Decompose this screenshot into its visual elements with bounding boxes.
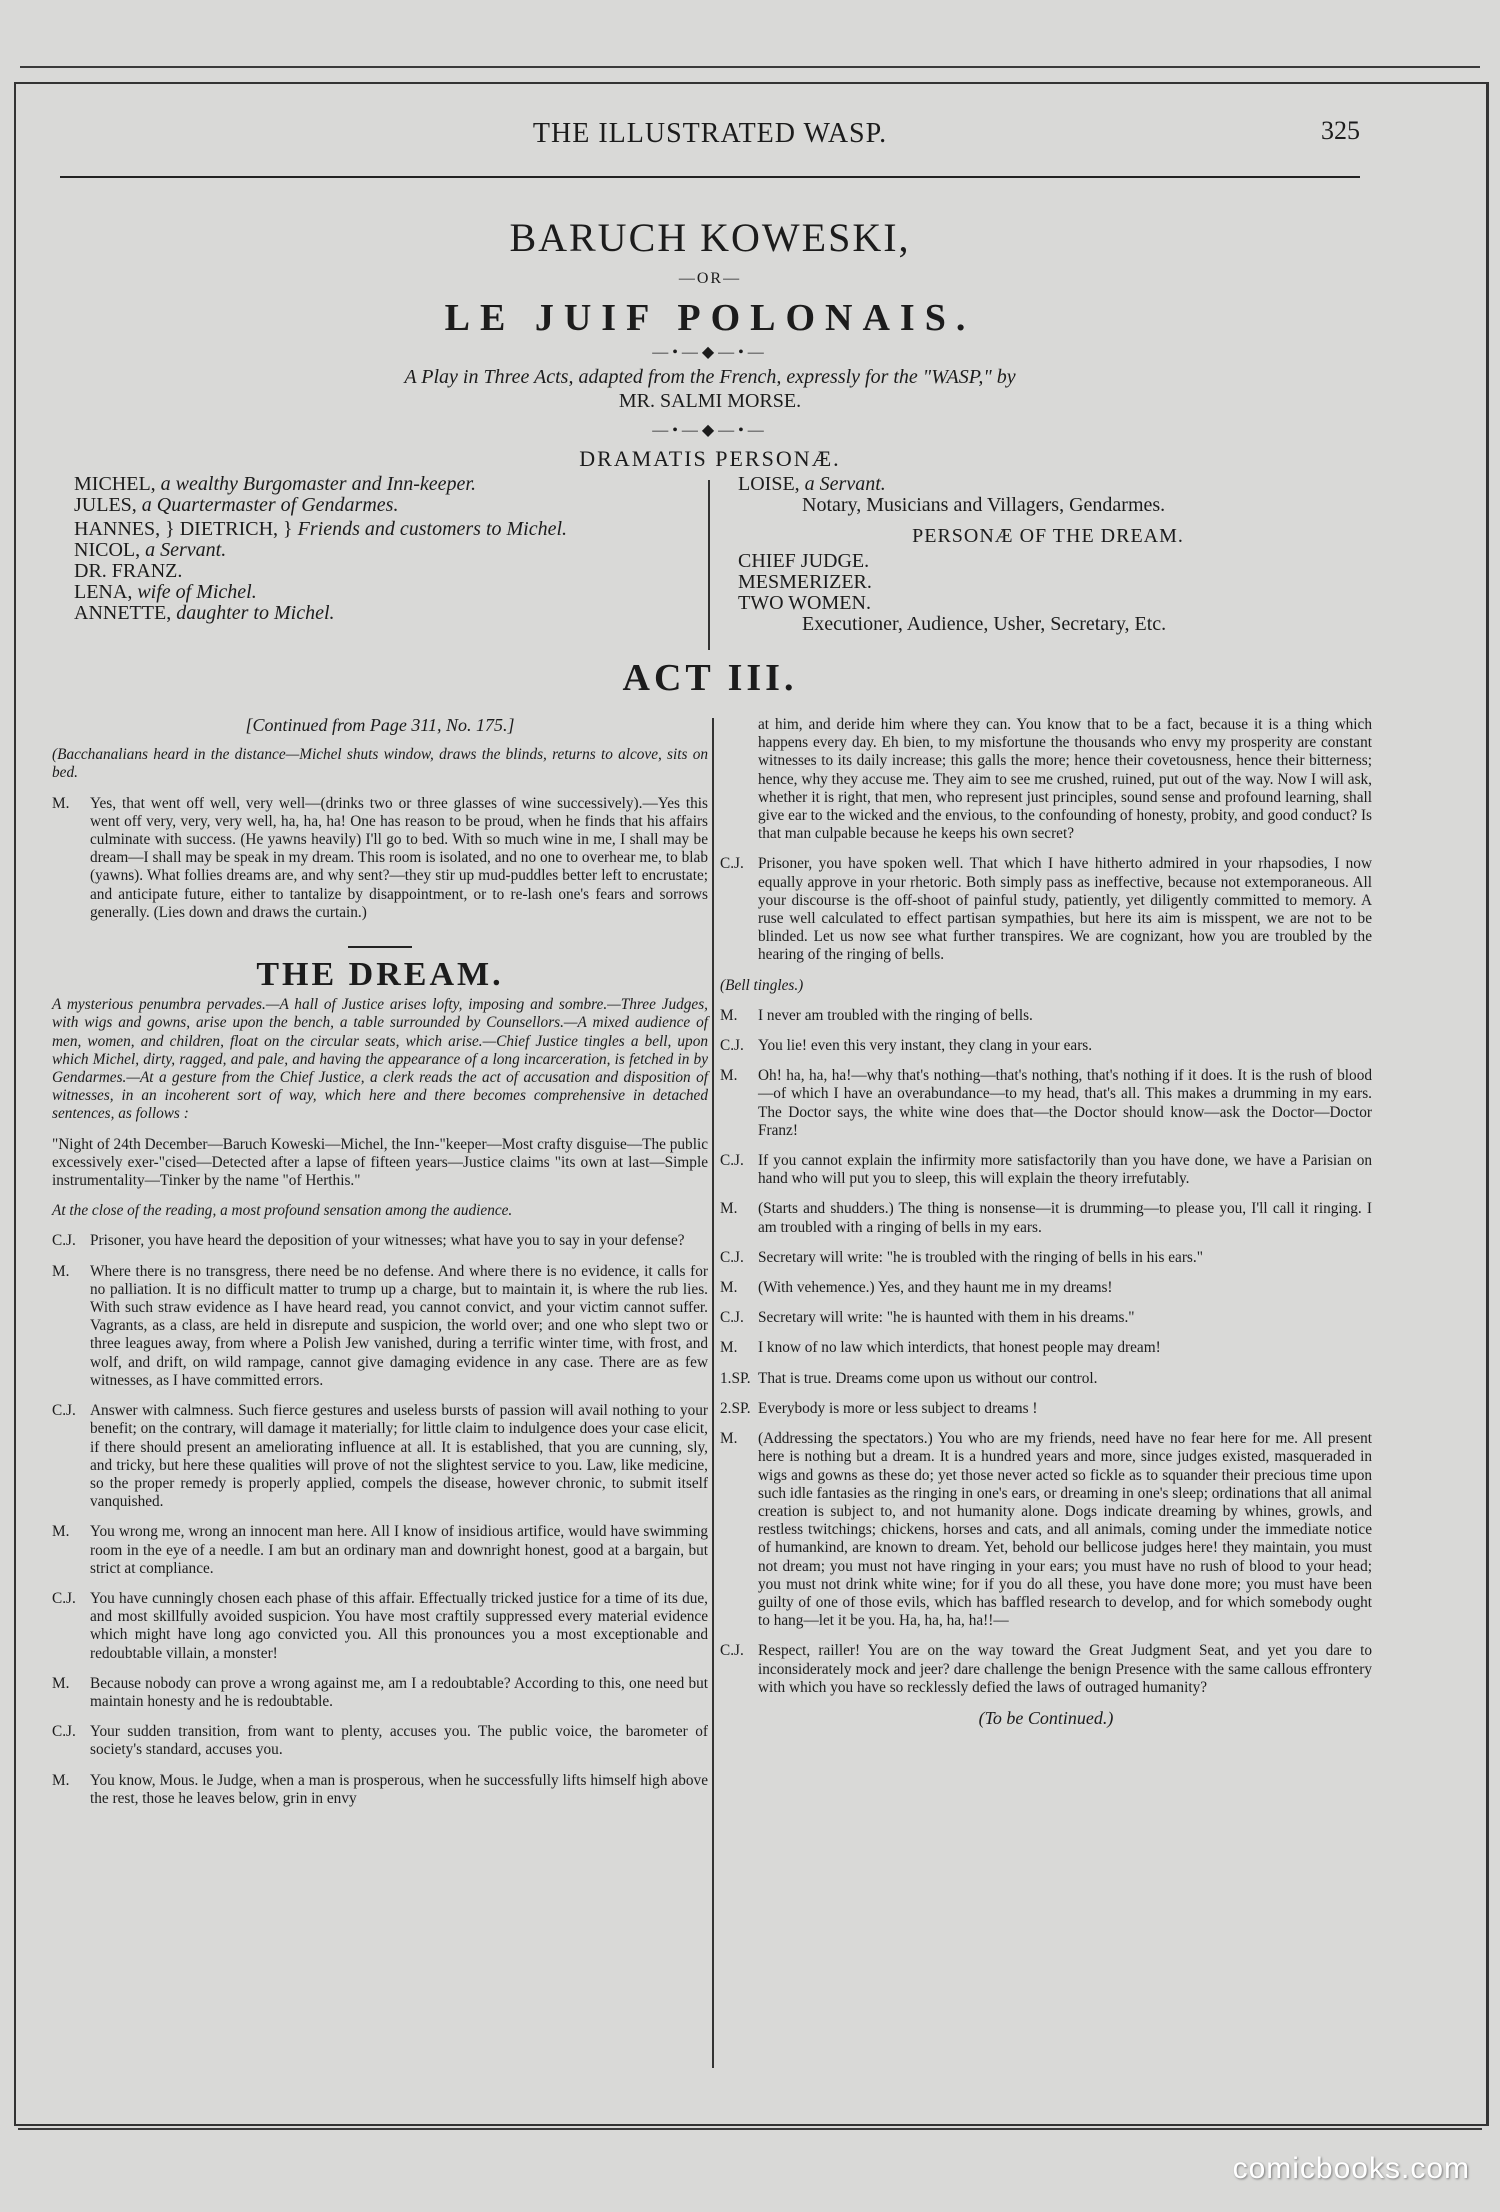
dramatis-heading: DRAMATIS PERSONÆ. [579, 446, 841, 471]
speaker: C.J. [52, 1589, 76, 1607]
to-be-continued: (To be Continued.) [978, 1707, 1114, 1728]
speech-text: (Addressing the spectators.) You who are my friends, need have no fear here for me. All present here is nothing but a dream. It is a hundred years and more, since judges existed, masqueraded in wigs and gowns as these do; yet those never acted so fickle as to squander their precious time upon such idle fantasies as the ringing in one's ears, or dreaming in one's sleep; ordinations that all animal creation is subject to, and not humanity alone. Dogs indicate dreaming by whines, growls, and restless twitchings; chickens, horses and cats, and all animals, coming under the immediate notice of humankind, are known to dream. Yet, behold our bellicose judges here! they maintain, you must not dream; you must not have ringing in your ears; you must have no rush of blood to your head; you must not drink white wine; for if you do all these, you have done more; you must have been guilty of one of those evils, which has baffled research to develop, and for which somebody ought to hang—let it be you. Ha, ha, ha, ha!!— [758, 1430, 1372, 1630]
cast-list-right [738, 474, 1358, 635]
speech [52, 1675, 708, 1723]
ornament-divider-2: —•—◆—•— [652, 422, 768, 439]
play-title: BARUCH KOWESKI, [509, 215, 911, 260]
speaker: M. [52, 1523, 70, 1541]
top-edge-rule [20, 66, 1480, 68]
speech [52, 1263, 708, 1402]
speaker: M. [720, 1006, 738, 1024]
left-column [52, 716, 708, 1820]
speech-text: Secretary will write: "he is haunted with them in his dreams." [758, 1309, 1135, 1327]
cast-entry: Executioner, Audience, Usher, Secretary, Etc. [802, 613, 1167, 635]
speech-text: You have cunningly chosen each phase of this affair. Effectually tricked justice for a time of its due, and most skillfully avoided suspicion. You have most craftily suppressed every material evidence which might have long ago convicted you. All this pronounces you a most exceptionable and redoubtable villain, a monster! [90, 1589, 708, 1662]
cast-entry: MESMERIZER. [738, 571, 872, 593]
section-rule [348, 946, 412, 948]
cast-entry: DR. FRANZ. [74, 560, 183, 582]
speech-continuation: at him, and deride him where they can. You know that to be a fact, because it is a thing which happens every day. Eh bien, to my misfortune the thousands who envy my prosperity are constant witnesses to its daily increase; this galls the more; hence their covetousness, hence their bitterness; hence, why they accuse me. They aim to see me crushed, ruined, put out of the way. Now I will ask, whether it is right, that men, who represent just principles, sound sense and profound learning, shall give ear to the wicked and the envious, to the confounding of honesty, probity, and good conduct? Is that man culpable because he keeps his own secret? [758, 716, 1372, 843]
cast-entry: ANNETTE, daughter to Michel. [74, 602, 335, 624]
column-divider [712, 718, 714, 2068]
speaker: M. [720, 1200, 738, 1218]
speech-text: Everybody is more or less subject to dreams ! [758, 1399, 1038, 1417]
speech-text: Oh! ha, ha, ha!—why that's nothing—that's nothing, that's nothing if it does. It is the rush of blood—of which I have an overabundance—to my head, that's all. This makes a drumming in my ears. The Doctor says, the white wine does that—the Doctor should know—ask the Doctor—Doctor Franz! [758, 1067, 1372, 1139]
stage-direction: A mysterious penumbra pervades.—A hall of Justice arises lofty, imposing and sombre.—Three Judges, with wigs and gowns, arise upon the bench, a table surrounded by Counsellors.—A mixed audience of men, women, and children, float on the circular seats, which arise.—Chief Justice tingles a bell, upon which Michel, dirty, ragged, and pale, and having the appearance of a long incarceration, is fetched in by Gendarmes.—At a gesture from the Chief Justice, a clerk reads the act of accusation and disposition of witnesses, in an incoherent sort of way, which here and there becomes comprehensive in detached sentences, as follows : [52, 996, 708, 1123]
speaker: C.J. [720, 855, 744, 873]
speech [720, 1067, 1372, 1152]
speech-text: You wrong me, wrong an innocent man here. All I know of insidious artifice, would have swimming room in the eye of a needle. I am but an ordinary man and downright honest, good at a bargain, but strict at compliance. [90, 1523, 708, 1577]
running-title: THE ILLUSTRATED WASP. [532, 118, 888, 149]
speech [720, 1279, 1372, 1309]
cast-entry: MICHEL, a wealthy Burgomaster and Inn-keeper. [74, 473, 476, 495]
dream-cast-heading: PERSONÆ OF THE DREAM. [912, 525, 1184, 547]
speech [52, 1723, 708, 1771]
speaker: C.J. [720, 1309, 744, 1327]
speech-text: (Starts and shudders.) The thing is nonsense—it is drumming—to please you, I'll call it ringing. I am troubled with a ringing of bells in my ears. [758, 1200, 1372, 1236]
cast-divider [708, 480, 710, 650]
speaker: C.J. [52, 1723, 76, 1741]
speech [52, 1232, 708, 1262]
speech [720, 1642, 1372, 1709]
ornament-divider: —•—◆—•— [652, 344, 768, 361]
speaker: C.J. [52, 1402, 76, 1420]
continued-note: [Continued from Page 311, No. 175.] [245, 715, 515, 735]
speech-text: I know of no law which interdicts, that honest people may dream! [758, 1339, 1161, 1357]
speech-text: If you cannot explain the infirmity more satisfactorily than you have done, we have a Parisian on hand who will put you to sleep, this will explain the theory irrefutably. [758, 1152, 1372, 1188]
watermark: comicbooks.com [1232, 2152, 1470, 2185]
speech-text: Prisoner, you have spoken well. That which I have hitherto admired in your rhapsodies, I now equally approve in your rhetoric. Both simply pass as ineffective, because not extemporaneous. All your discourse is the off-shoot of painful study, patiently, yet diligently committed to memory. A ruse well calculated to effect partisan sympathies, but here its aim is misspent, we are not to be blinded. Let us now see what further transpires. We are cognizant, how you are troubled by the hearing of the ringing of bells. [758, 855, 1372, 964]
speech-text: Your sudden transition, from want to plenty, accuses you. The public voice, the barometer of society's standard, accuses you. [90, 1723, 708, 1759]
stage-direction: (Bacchanalians heard in the distance—Michel shuts window, draws the blinds, returns to alcove, sits on bed. [52, 746, 708, 782]
speech-text: Where there is no transgress, there need be no defense. And where there is no evidence, it calls for no palliation. It is no difficult matter to trump up a charge, but to maintain it, is where the rub lies. With such straw evidence as I have heard read, you cannot convict, and your victim cannot suffer. Vagrants, as a class, are held in disrepute and suspicion, the world over; and one who slept two or three leagues away, from where a Polish Jew vanished, during a terrific winter time, with frost, and wolf, and drift, on wild rampage, cannot give damaging evidence in any case. There are as few witnesses, as I have committed errors. [90, 1262, 708, 1389]
speech [720, 1152, 1372, 1200]
speech-text: Respect, railler! You are on the way toward the Great Judgment Seat, and yet you dare to inconsiderately mock and jeer? dare challenge the benign Presence with the same callous effrontery with which you have so recklessly defied the laws of outraged humanity? [758, 1642, 1372, 1696]
speech [52, 1772, 708, 1820]
speech [720, 1200, 1372, 1248]
speech-text: That is true. Dreams come upon us without our control. [758, 1369, 1098, 1387]
speaker: M. [52, 1262, 70, 1280]
speaker: M. [52, 1771, 70, 1789]
speech-text: I never am troubled with the ringing of bells. [758, 1006, 1033, 1024]
speech [52, 1402, 708, 1523]
title-or: —OR— [678, 270, 742, 287]
dream-heading: THE DREAM. [256, 956, 504, 994]
play-subtitle: A Play in Three Acts, adapted from the French, expressly for the "WASP," by [404, 366, 1016, 388]
speech [720, 1249, 1372, 1279]
speaker: 2.SP. [720, 1399, 751, 1417]
speech [720, 1430, 1372, 1642]
stage-direction: At the close of the reading, a most profound sensation among the audience. [52, 1202, 513, 1220]
cast-entry: CHIEF JUDGE. [738, 550, 870, 572]
cast-entry: HANNES, } DIETRICH, } Friends and customers to Michel. [74, 518, 568, 540]
speech [52, 1523, 708, 1590]
cast-entry: Notary, Musicians and Villagers, Gendarmes. [802, 494, 1166, 516]
speaker: M. [720, 1339, 738, 1357]
page-number: 325 [1321, 116, 1360, 145]
speaker: M. [720, 1430, 738, 1448]
cast-entry: JULES, a Quartermaster of Gendarmes. [74, 494, 399, 516]
act-heading: ACT III. [622, 657, 798, 699]
speech [720, 1037, 1372, 1067]
accusation-quote: "Night of 24th December—Baruch Koweski—Michel, the Inn-"keeper—Most crafty disguise—The public excessively exer-"cised—Detected after a lapse of fifteen years—Justice claims "its own at last—Simple instrumentality—Tinker by the name "of Herthis." [52, 1135, 708, 1190]
cast-entry: LENA, wife of Michel. [74, 581, 257, 603]
bottom-edge-rule [18, 2128, 1482, 2130]
play-author: MR. SALMI MORSE. [618, 390, 802, 412]
speech [720, 1370, 1372, 1400]
speaker: M. [720, 1279, 738, 1297]
cast-entry: NICOL, a Servant. [74, 539, 227, 561]
speaker: C.J. [720, 1248, 744, 1266]
speech-text: Answer with calmness. Such fierce gestures and useless bursts of passion will avail nothing to your benefit; on the contrary, will damage it materially; for little claim to indulgence does your case elicit, if there should present an ameliorating influence at all. It is established, that you are cunning, sly, and tricky, but here these qualities will prove of not the slightest service to you. Law, like medicine, so the proper remedy is properly applied, compels the disease, however chronic, to submit itself vanquished. [90, 1402, 708, 1511]
right-column [720, 716, 1372, 1739]
speaker: M. [52, 1674, 70, 1692]
speaker: C.J. [720, 1152, 744, 1170]
speech-text: Because nobody can prove a wrong against me, am I a redoubtable? According to this, one need but maintain honesty and he is redoubtable. [90, 1674, 708, 1710]
speech [720, 1007, 1372, 1037]
speech [52, 795, 708, 934]
speaker: M. [720, 1067, 738, 1085]
speaker: 1.SP. [720, 1369, 751, 1387]
speech-text: Secretary will write: "he is troubled with the ringing of bells in his ears." [758, 1248, 1203, 1266]
speaker: M. [52, 794, 70, 812]
header-rule [60, 176, 1360, 178]
speaker: C.J. [720, 1642, 744, 1660]
speech [720, 1339, 1372, 1369]
speaker: C.J. [720, 1037, 744, 1055]
cast-entry: TWO WOMEN. [738, 592, 871, 614]
speech [52, 1590, 708, 1675]
speech-text: (With vehemence.) Yes, and they haunt me in my dreams! [758, 1279, 1113, 1297]
speech-text: You know, Mous. le Judge, when a man is prosperous, when he successfully lifts himself high above the rest, those he leaves below, grin in envy [90, 1771, 708, 1807]
speech-text: Yes, that went off well, very well—(drinks two or three glasses of wine successively).—Yes this went off very, very, very well, ha, ha, ha! One has reason to be proud, when he finds that his affairs culminate with success. (He yawns heavily) I'll go to bed. With so much wine in me, I shall may be dream—I shall may be speak in my dream. This room is isolated, and no one to overhear me, to blab (yawns). What follies dreams are, and why sent?—they stir up mud-puddles better left to encrustate; and anticipate future, either to tantalize by disappointment, or to re-lash one's fears and sorrows generally. (Lies down and draws the curtain.) [90, 794, 708, 921]
cast-entry: LOISE, a Servant. [738, 473, 886, 495]
speech [720, 1309, 1372, 1339]
play-alt-title: LE JUIF POLONAIS. [444, 297, 976, 339]
cast-list-left [74, 474, 694, 624]
speaker: C.J. [52, 1232, 76, 1250]
speech [720, 1400, 1372, 1430]
speech [720, 855, 1372, 976]
speech-text: You lie! even this very instant, they clang in your ears. [758, 1037, 1093, 1055]
stage-direction: (Bell tingles.) [720, 976, 804, 994]
speech-text: Prisoner, you have heard the deposition of your witnesses; what have you to say in your defense? [90, 1232, 685, 1250]
